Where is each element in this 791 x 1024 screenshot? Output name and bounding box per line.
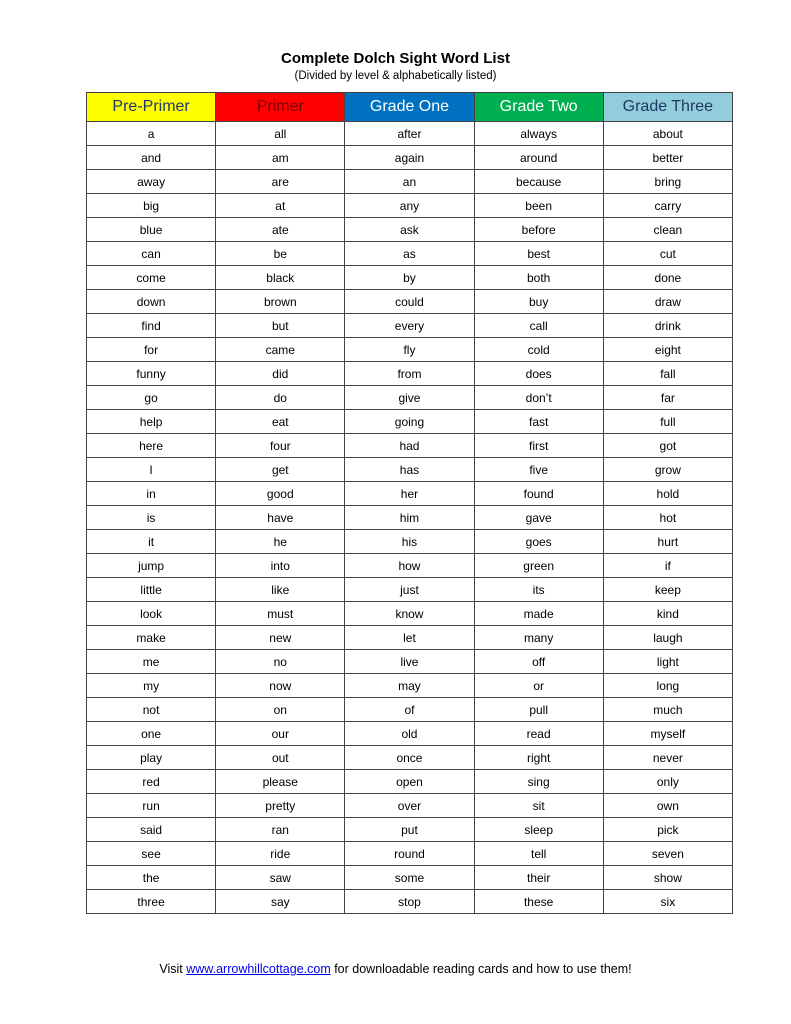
word-cell-grade-three: hold bbox=[603, 482, 732, 506]
word-cell-grade-three: eight bbox=[603, 338, 732, 362]
word-cell-primer: out bbox=[216, 746, 345, 770]
word-cell-pre-primer: make bbox=[87, 626, 216, 650]
table-row bbox=[87, 146, 733, 170]
word-cell-grade-three: only bbox=[603, 770, 732, 794]
word-cell-grade-one: know bbox=[345, 602, 474, 626]
column-header-grade-three: Grade Three bbox=[603, 93, 732, 122]
word-cell-grade-one: as bbox=[345, 242, 474, 266]
word-cell-grade-one: has bbox=[345, 458, 474, 482]
table-row bbox=[87, 626, 733, 650]
word-cell-grade-one: live bbox=[345, 650, 474, 674]
word-cell-grade-one: any bbox=[345, 194, 474, 218]
word-cell-pre-primer: big bbox=[87, 194, 216, 218]
table-row bbox=[87, 170, 733, 194]
word-cell-grade-three: long bbox=[603, 674, 732, 698]
word-cell-pre-primer: here bbox=[87, 434, 216, 458]
word-cell-pre-primer: one bbox=[87, 722, 216, 746]
word-cell-primer: saw bbox=[216, 866, 345, 890]
word-cell-grade-one: let bbox=[345, 626, 474, 650]
word-cell-grade-three: bring bbox=[603, 170, 732, 194]
page-subtitle: (Divided by level & alphabetically listed) bbox=[294, 70, 497, 82]
word-cell-pre-primer: go bbox=[87, 386, 216, 410]
word-cell-primer: did bbox=[216, 362, 345, 386]
word-cell-grade-two: around bbox=[474, 146, 603, 170]
word-cell-pre-primer: my bbox=[87, 674, 216, 698]
word-cell-grade-three: seven bbox=[603, 842, 732, 866]
table-row bbox=[87, 674, 733, 698]
word-cell-grade-three: kind bbox=[603, 602, 732, 626]
header-row bbox=[87, 93, 733, 122]
word-cell-grade-three: drink bbox=[603, 314, 732, 338]
word-cell-primer: into bbox=[216, 554, 345, 578]
word-cell-grade-two: buy bbox=[474, 290, 603, 314]
word-cell-grade-two: their bbox=[474, 866, 603, 890]
table-row bbox=[87, 842, 733, 866]
table-row bbox=[87, 242, 733, 266]
word-cell-pre-primer: funny bbox=[87, 362, 216, 386]
word-cell-grade-three: cut bbox=[603, 242, 732, 266]
table-row bbox=[87, 434, 733, 458]
word-cell-primer: eat bbox=[216, 410, 345, 434]
word-cell-grade-three: about bbox=[603, 122, 732, 146]
word-cell-pre-primer: play bbox=[87, 746, 216, 770]
word-cell-primer: our bbox=[216, 722, 345, 746]
word-cell-grade-three: done bbox=[603, 266, 732, 290]
word-cell-grade-three: show bbox=[603, 866, 732, 890]
word-cell-grade-three: carry bbox=[603, 194, 732, 218]
table-row bbox=[87, 794, 733, 818]
word-cell-pre-primer: little bbox=[87, 578, 216, 602]
column-header-grade-one: Grade One bbox=[345, 93, 474, 122]
word-cell-grade-two: don’t bbox=[474, 386, 603, 410]
word-cell-grade-two: tell bbox=[474, 842, 603, 866]
word-cell-grade-two: cold bbox=[474, 338, 603, 362]
word-cell-grade-three: draw bbox=[603, 290, 732, 314]
table-row bbox=[87, 290, 733, 314]
word-cell-grade-one: some bbox=[345, 866, 474, 890]
sight-word-table bbox=[86, 92, 733, 914]
word-cell-grade-one: after bbox=[345, 122, 474, 146]
word-cell-primer: be bbox=[216, 242, 345, 266]
word-cell-pre-primer: blue bbox=[87, 218, 216, 242]
word-cell-grade-two: both bbox=[474, 266, 603, 290]
table-row bbox=[87, 890, 733, 914]
word-cell-primer: ride bbox=[216, 842, 345, 866]
word-cell-grade-one: of bbox=[345, 698, 474, 722]
word-cell-grade-two: found bbox=[474, 482, 603, 506]
word-cell-pre-primer: can bbox=[87, 242, 216, 266]
word-cell-grade-two: always bbox=[474, 122, 603, 146]
word-cell-grade-two: goes bbox=[474, 530, 603, 554]
word-cell-primer: get bbox=[216, 458, 345, 482]
word-cell-pre-primer: find bbox=[87, 314, 216, 338]
word-cell-grade-two: pull bbox=[474, 698, 603, 722]
word-cell-grade-three: got bbox=[603, 434, 732, 458]
word-cell-grade-one: give bbox=[345, 386, 474, 410]
word-cell-grade-two: many bbox=[474, 626, 603, 650]
word-cell-grade-two: does bbox=[474, 362, 603, 386]
word-cell-grade-three: if bbox=[603, 554, 732, 578]
word-cell-grade-two: best bbox=[474, 242, 603, 266]
word-cell-grade-three: clean bbox=[603, 218, 732, 242]
word-cell-primer: have bbox=[216, 506, 345, 530]
word-cell-grade-two: because bbox=[474, 170, 603, 194]
table-row bbox=[87, 506, 733, 530]
column-header-grade-two: Grade Two bbox=[474, 93, 603, 122]
word-cell-grade-two: sit bbox=[474, 794, 603, 818]
word-cell-pre-primer: in bbox=[87, 482, 216, 506]
word-cell-primer: pretty bbox=[216, 794, 345, 818]
word-cell-primer: now bbox=[216, 674, 345, 698]
word-cell-primer: ran bbox=[216, 818, 345, 842]
word-cell-grade-three: fall bbox=[603, 362, 732, 386]
word-cell-grade-one: could bbox=[345, 290, 474, 314]
table-row bbox=[87, 554, 733, 578]
word-cell-grade-one: just bbox=[345, 578, 474, 602]
table-row bbox=[87, 530, 733, 554]
table-row bbox=[87, 194, 733, 218]
word-cell-grade-one: an bbox=[345, 170, 474, 194]
page-title: Complete Dolch Sight Word List bbox=[281, 50, 510, 67]
word-cell-primer: good bbox=[216, 482, 345, 506]
word-cell-grade-three: keep bbox=[603, 578, 732, 602]
footer bbox=[0, 962, 791, 976]
word-cell-grade-one: round bbox=[345, 842, 474, 866]
word-cell-grade-three: own bbox=[603, 794, 732, 818]
footer-prefix: Visit bbox=[159, 962, 187, 976]
word-cell-grade-one: had bbox=[345, 434, 474, 458]
word-cell-grade-one: him bbox=[345, 506, 474, 530]
word-cell-primer: am bbox=[216, 146, 345, 170]
table-row bbox=[87, 314, 733, 338]
word-cell-grade-three: laugh bbox=[603, 626, 732, 650]
table-row bbox=[87, 722, 733, 746]
word-cell-primer: came bbox=[216, 338, 345, 362]
word-cell-grade-two: sleep bbox=[474, 818, 603, 842]
word-cell-primer: but bbox=[216, 314, 345, 338]
word-cell-grade-three: much bbox=[603, 698, 732, 722]
word-cell-primer: on bbox=[216, 698, 345, 722]
word-cell-grade-three: full bbox=[603, 410, 732, 434]
word-cell-primer: all bbox=[216, 122, 345, 146]
word-cell-primer: he bbox=[216, 530, 345, 554]
word-cell-pre-primer: run bbox=[87, 794, 216, 818]
table-row bbox=[87, 122, 733, 146]
table-row bbox=[87, 266, 733, 290]
word-cell-grade-one: her bbox=[345, 482, 474, 506]
word-cell-grade-two: fast bbox=[474, 410, 603, 434]
table-row bbox=[87, 386, 733, 410]
word-cell-grade-three: myself bbox=[603, 722, 732, 746]
word-cell-primer: say bbox=[216, 890, 345, 914]
word-cell-grade-three: pick bbox=[603, 818, 732, 842]
table-row bbox=[87, 866, 733, 890]
word-cell-primer: like bbox=[216, 578, 345, 602]
word-cell-grade-three: never bbox=[603, 746, 732, 770]
word-cell-pre-primer: is bbox=[87, 506, 216, 530]
table-row bbox=[87, 698, 733, 722]
word-cell-pre-primer: down bbox=[87, 290, 216, 314]
word-cell-primer: ate bbox=[216, 218, 345, 242]
word-cell-grade-three: better bbox=[603, 146, 732, 170]
word-cell-grade-one: by bbox=[345, 266, 474, 290]
word-cell-grade-two: or bbox=[474, 674, 603, 698]
word-cell-pre-primer: I bbox=[87, 458, 216, 482]
word-cell-pre-primer: me bbox=[87, 650, 216, 674]
word-cell-grade-three: far bbox=[603, 386, 732, 410]
word-cell-grade-one: again bbox=[345, 146, 474, 170]
word-cell-grade-one: once bbox=[345, 746, 474, 770]
word-cell-pre-primer: look bbox=[87, 602, 216, 626]
word-cell-pre-primer: a bbox=[87, 122, 216, 146]
word-cell-grade-two: first bbox=[474, 434, 603, 458]
word-cell-grade-one: how bbox=[345, 554, 474, 578]
word-cell-grade-one: put bbox=[345, 818, 474, 842]
word-cell-grade-one: may bbox=[345, 674, 474, 698]
word-cell-primer: new bbox=[216, 626, 345, 650]
word-cell-primer: must bbox=[216, 602, 345, 626]
word-cell-primer: are bbox=[216, 170, 345, 194]
word-cell-grade-one: ask bbox=[345, 218, 474, 242]
word-cell-grade-two: call bbox=[474, 314, 603, 338]
word-cell-grade-one: every bbox=[345, 314, 474, 338]
word-cell-grade-two: five bbox=[474, 458, 603, 482]
word-cell-pre-primer: red bbox=[87, 770, 216, 794]
word-cell-pre-primer: jump bbox=[87, 554, 216, 578]
word-cell-pre-primer: help bbox=[87, 410, 216, 434]
word-cell-pre-primer: said bbox=[87, 818, 216, 842]
word-cell-pre-primer: it bbox=[87, 530, 216, 554]
table-row bbox=[87, 602, 733, 626]
word-cell-grade-three: light bbox=[603, 650, 732, 674]
table-row bbox=[87, 578, 733, 602]
word-cell-grade-one: from bbox=[345, 362, 474, 386]
word-cell-primer: at bbox=[216, 194, 345, 218]
word-cell-grade-one: stop bbox=[345, 890, 474, 914]
word-cell-grade-two: sing bbox=[474, 770, 603, 794]
table-row bbox=[87, 818, 733, 842]
word-cell-pre-primer: for bbox=[87, 338, 216, 362]
word-cell-primer: black bbox=[216, 266, 345, 290]
word-cell-grade-three: hurt bbox=[603, 530, 732, 554]
word-cell-grade-one: open bbox=[345, 770, 474, 794]
word-cell-grade-three: six bbox=[603, 890, 732, 914]
word-cell-grade-three: hot bbox=[603, 506, 732, 530]
word-cell-pre-primer: see bbox=[87, 842, 216, 866]
table-row bbox=[87, 338, 733, 362]
word-cell-pre-primer: three bbox=[87, 890, 216, 914]
word-cell-grade-two: before bbox=[474, 218, 603, 242]
word-cell-pre-primer: come bbox=[87, 266, 216, 290]
word-cell-pre-primer: the bbox=[87, 866, 216, 890]
word-rows bbox=[87, 122, 733, 914]
table-row bbox=[87, 746, 733, 770]
table-row bbox=[87, 482, 733, 506]
word-cell-primer: brown bbox=[216, 290, 345, 314]
word-cell-grade-two: these bbox=[474, 890, 603, 914]
footer-suffix: for downloadable reading cards and how to use them! bbox=[330, 962, 632, 976]
table-row bbox=[87, 770, 733, 794]
word-cell-pre-primer: away bbox=[87, 170, 216, 194]
table-row bbox=[87, 410, 733, 434]
word-cell-grade-one: his bbox=[345, 530, 474, 554]
table-row bbox=[87, 458, 733, 482]
website-link[interactable]: www.arrowhillcottage.com bbox=[186, 962, 331, 976]
word-cell-grade-one: going bbox=[345, 410, 474, 434]
word-cell-grade-one: fly bbox=[345, 338, 474, 362]
word-cell-pre-primer: not bbox=[87, 698, 216, 722]
word-cell-grade-two: off bbox=[474, 650, 603, 674]
table-row bbox=[87, 650, 733, 674]
column-header-pre-primer: Pre-Primer bbox=[87, 93, 216, 122]
word-cell-pre-primer: and bbox=[87, 146, 216, 170]
word-cell-grade-two: green bbox=[474, 554, 603, 578]
word-cell-primer: no bbox=[216, 650, 345, 674]
column-header-primer: Primer bbox=[216, 93, 345, 122]
word-cell-primer: do bbox=[216, 386, 345, 410]
word-cell-grade-two: read bbox=[474, 722, 603, 746]
word-cell-primer: please bbox=[216, 770, 345, 794]
word-cell-grade-two: gave bbox=[474, 506, 603, 530]
table-row bbox=[87, 218, 733, 242]
word-cell-grade-two: made bbox=[474, 602, 603, 626]
word-cell-grade-three: grow bbox=[603, 458, 732, 482]
word-cell-grade-one: over bbox=[345, 794, 474, 818]
table-row bbox=[87, 362, 733, 386]
word-cell-grade-two: its bbox=[474, 578, 603, 602]
word-cell-primer: four bbox=[216, 434, 345, 458]
word-cell-grade-two: right bbox=[474, 746, 603, 770]
word-cell-grade-two: been bbox=[474, 194, 603, 218]
word-cell-grade-one: old bbox=[345, 722, 474, 746]
